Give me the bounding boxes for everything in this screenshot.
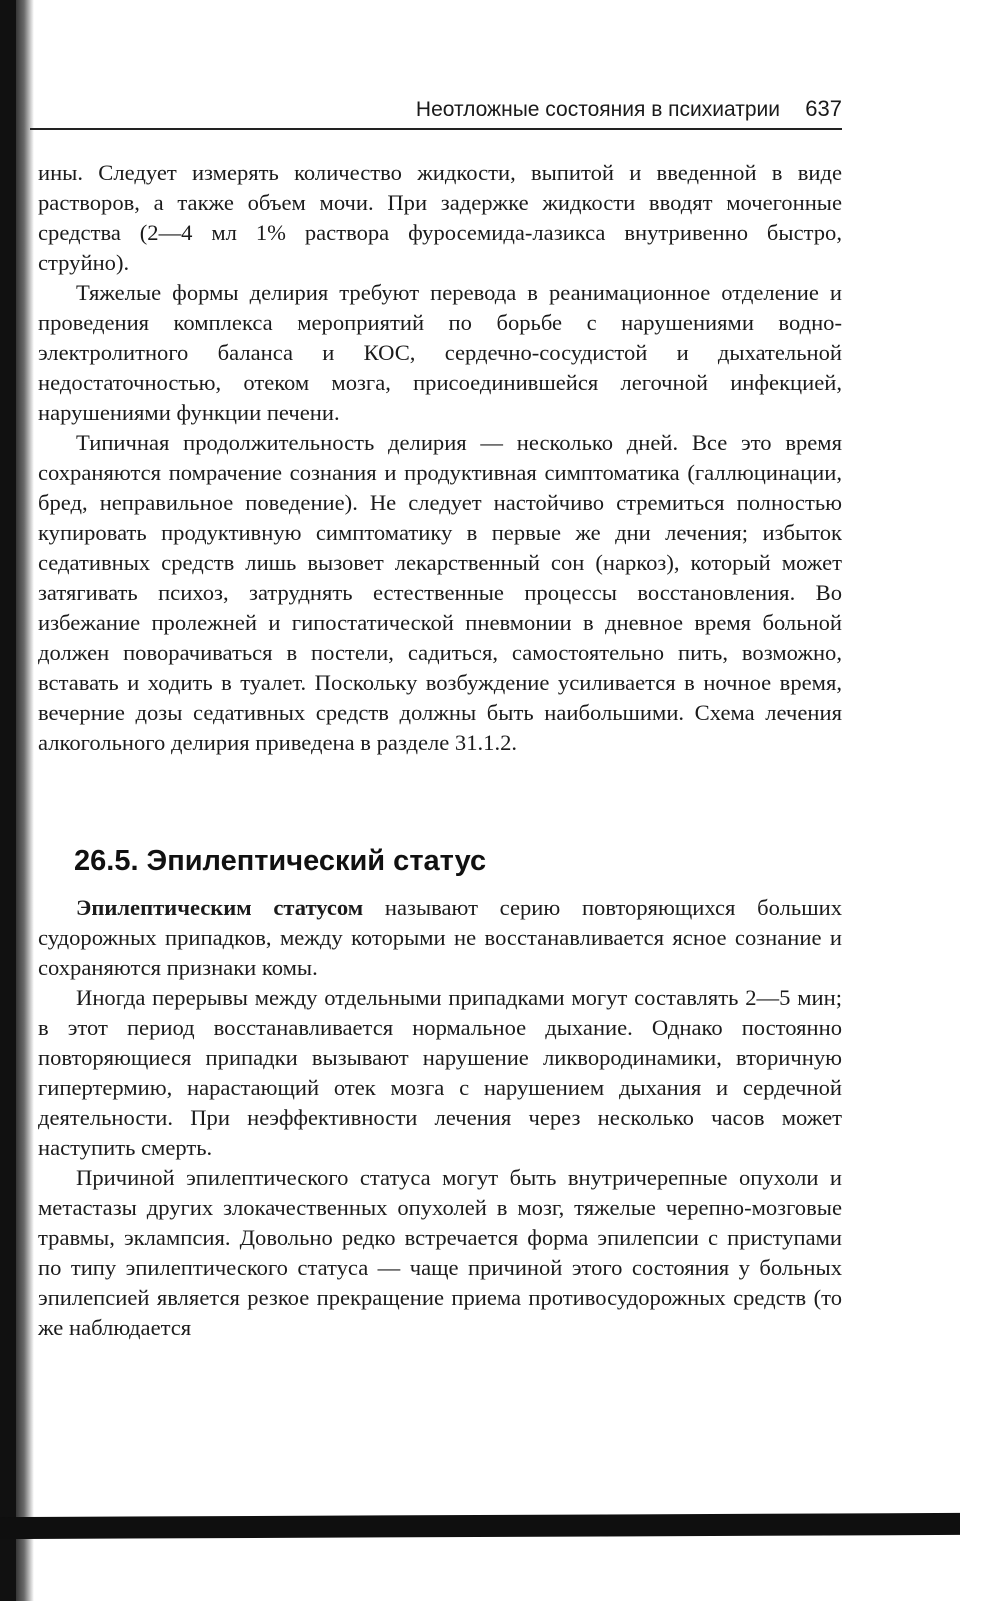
paragraph: Тяжелые формы делирия требуют перевода в реанимационное отделение и проведения комплекса мероприятий по борьбе с нарушениями водно-электролитного баланса и КОС, сердечно-сосудистой и дыхательной недостаточностью, отеком мозга, присоединившейся легочной инфекцией, нарушениями функции печени. [38, 280, 842, 425]
paragraph: Причиной эпилептического статуса могут быть внутричерепные опухоли и метастазы других злокачественных опухолей в мозг, тяжелые черепно-мозговые травмы, эклампсия. Довольно редко встречается форма эпилепсии с приступами по типу эпилептического статуса — чаще причиной этого состояния у больных эпилепсией является резкое прекращение приема противосудорожных средств (то же наблюдается [38, 1165, 842, 1340]
paragraph: Иногда перерывы между отдельными припадками могут составлять 2—5 мин; в этот период восстанавливается нормальное дыхание. Однако постоянно повторяющиеся припадки вызывают нарушение ликвородинамики, вторичную гипертермию, нарастающий отек мозга с нарушением дыхания и сердечной деятельности. При неэффективности лечения через несколько часов может наступить смерть. [38, 985, 842, 1160]
definition-text: называют серию повторяющихся больших судорожных припадков, между которыми не восстанавливается ясное сознание и сохраняются признаки комы. [38, 895, 842, 980]
running-title: Неотложные состояния в психиатрии [415, 98, 780, 121]
section-heading: 26.5. Эпилептический статус [74, 845, 487, 877]
page-number: 637 [805, 96, 842, 121]
body-text-after [38, 893, 842, 1343]
body-text-before [38, 158, 842, 758]
binding-band [0, 0, 16, 1601]
bottom-scan-shadow [0, 1513, 960, 1539]
definition-paragraph [38, 893, 842, 983]
paragraph: Типичная продолжительность делирия — несколько дней. Все это время сохраняются помрачение сознания и продуктивная симптоматика (галлюцинации, бред, неправильное поведение). Не следует настойчиво стремиться полностью купировать продуктивную симптоматику в первые же дни лечения; избыток седативных средств лишь вызовет лекарственный сон (наркоз), который может затягивать психоз, затруднять естественные процессы восстановления. Во избежание пролежней и гипостатической пневмонии в дневное время больной должен поворачиваться в постели, садиться, самостоятельно пить, возможно, вставать и ходить в туалет. Поскольку возбуждение усиливается в ночное время, вечерние дозы седативных средств должны быть наибольшими. Схема лечения алкогольного делирия приведена в разделе 31.1.2. [38, 430, 842, 755]
defined-term: Эпилептическим статусом [76, 895, 364, 920]
running-header [30, 88, 842, 130]
paragraph: ины. Следует измерять количество жидкости, выпитой и введенной в виде растворов, а также объем мочи. При задержке жидкости вводят мочегонные средства (2—4 мл 1% раствора фуросемида-лазикса внутривенно быстро, струйно). [38, 160, 842, 275]
